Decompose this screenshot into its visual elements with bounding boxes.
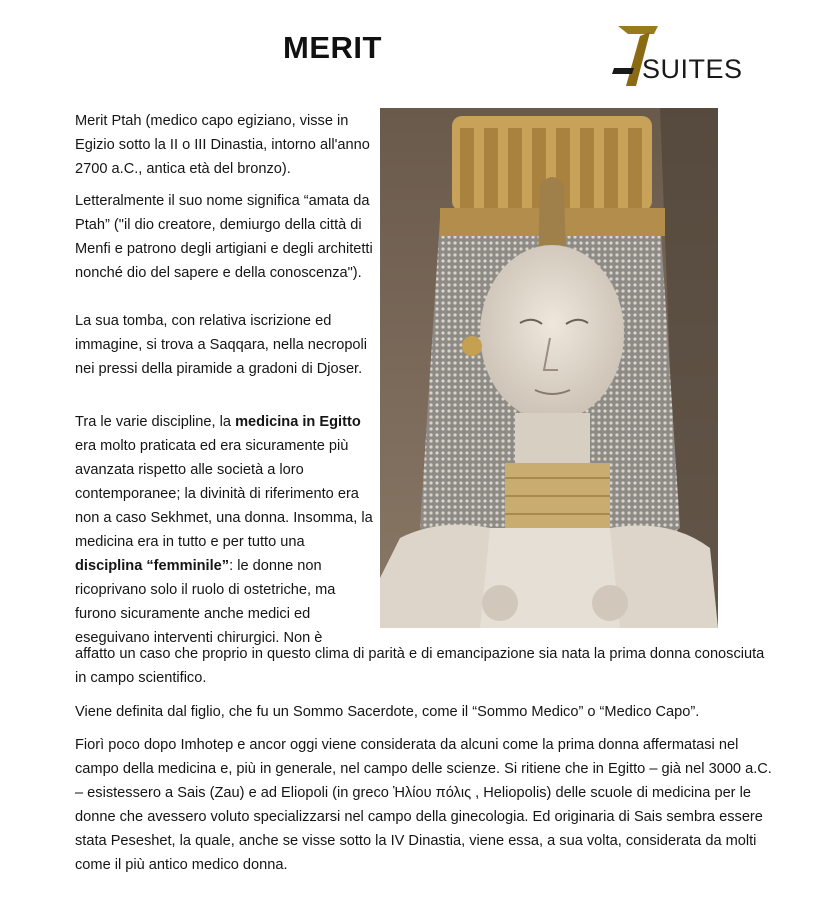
bold-medicina: medicina in Egitto <box>235 414 361 430</box>
paragraph-intro: Merit Ptah (medico capo egiziano, visse in Egizio sotto la II o III Dinastia, intorno all'anno 2700 a.C., antica età del bronzo). <box>75 113 370 177</box>
suites-logo <box>606 22 746 92</box>
bold-disciplina: disciplina “femminile” <box>75 558 230 574</box>
paragraph-legacy: Fiorì poco dopo Imhotep e ancor oggi viene considerata da alcuni come la prima donna affermatasi nel campo della medicina e, più in generale, nel campo delle scienze. Si ritiene che in Egitto – già nel 3000 a.C. – esistessero a Sais (Zau) e ad Eliopoli (in greco Ἡλίου πόλις , Heliopolis) delle scuole di medicina per le donne che avessero voluto specializzarsi nel campo della ginecologia. Ed originaria di Sais sembra essere stata Peseshet, la quale, anche se visse sotto la IV Dinastia, viene essa, a sua volta, considerata da molti come il più antico medico donna. <box>75 737 772 873</box>
paragraph-medicine-continued: affatto un caso che proprio in questo clima di parità e di emancipazione sia nata la prima donna conosciuta in campo scientifico. <box>75 646 765 686</box>
egyptian-statue-image <box>380 108 718 628</box>
paragraph-son: Viene definita dal figlio, che fu un Sommo Sacerdote, come il “Sommo Medico” o “Medico Capo”. <box>75 704 700 720</box>
statue-photo <box>380 108 718 628</box>
paragraph-name-meaning: Letteralmente il suo nome significa “amata da Ptah” ("il dio creatore, demiurgo della città di Menfi e patrono degli artigiani e degli architetti nonché dio del sapere e della conoscenza"). <box>75 193 373 281</box>
text-segment: era molto praticata ed era sicuramente più avanzata rispetto alle società a loro contemporanee; la divinità di riferimento era non a caso Sekhmet, una donna. Insomma, la medicina era in tutto e per tutto una <box>75 438 373 550</box>
page-title: MERIT <box>283 30 382 65</box>
paragraph-tomb: La sua tomba, con relativa iscrizione ed immagine, si trova a Saqqara, nella necropoli nei pressi della piramide a gradoni di Djoser. <box>75 313 368 377</box>
logo-text: SUITES <box>642 54 743 84</box>
text-segment: Tra le varie discipline, la <box>75 414 236 430</box>
text-segment: : le donne non ricoprivano solo il ruolo di ostetriche, ma furono sicuramente anche medici ed eseguivano interventi chirurgici. Non è <box>75 558 336 646</box>
paragraph-medicine <box>75 410 375 650</box>
